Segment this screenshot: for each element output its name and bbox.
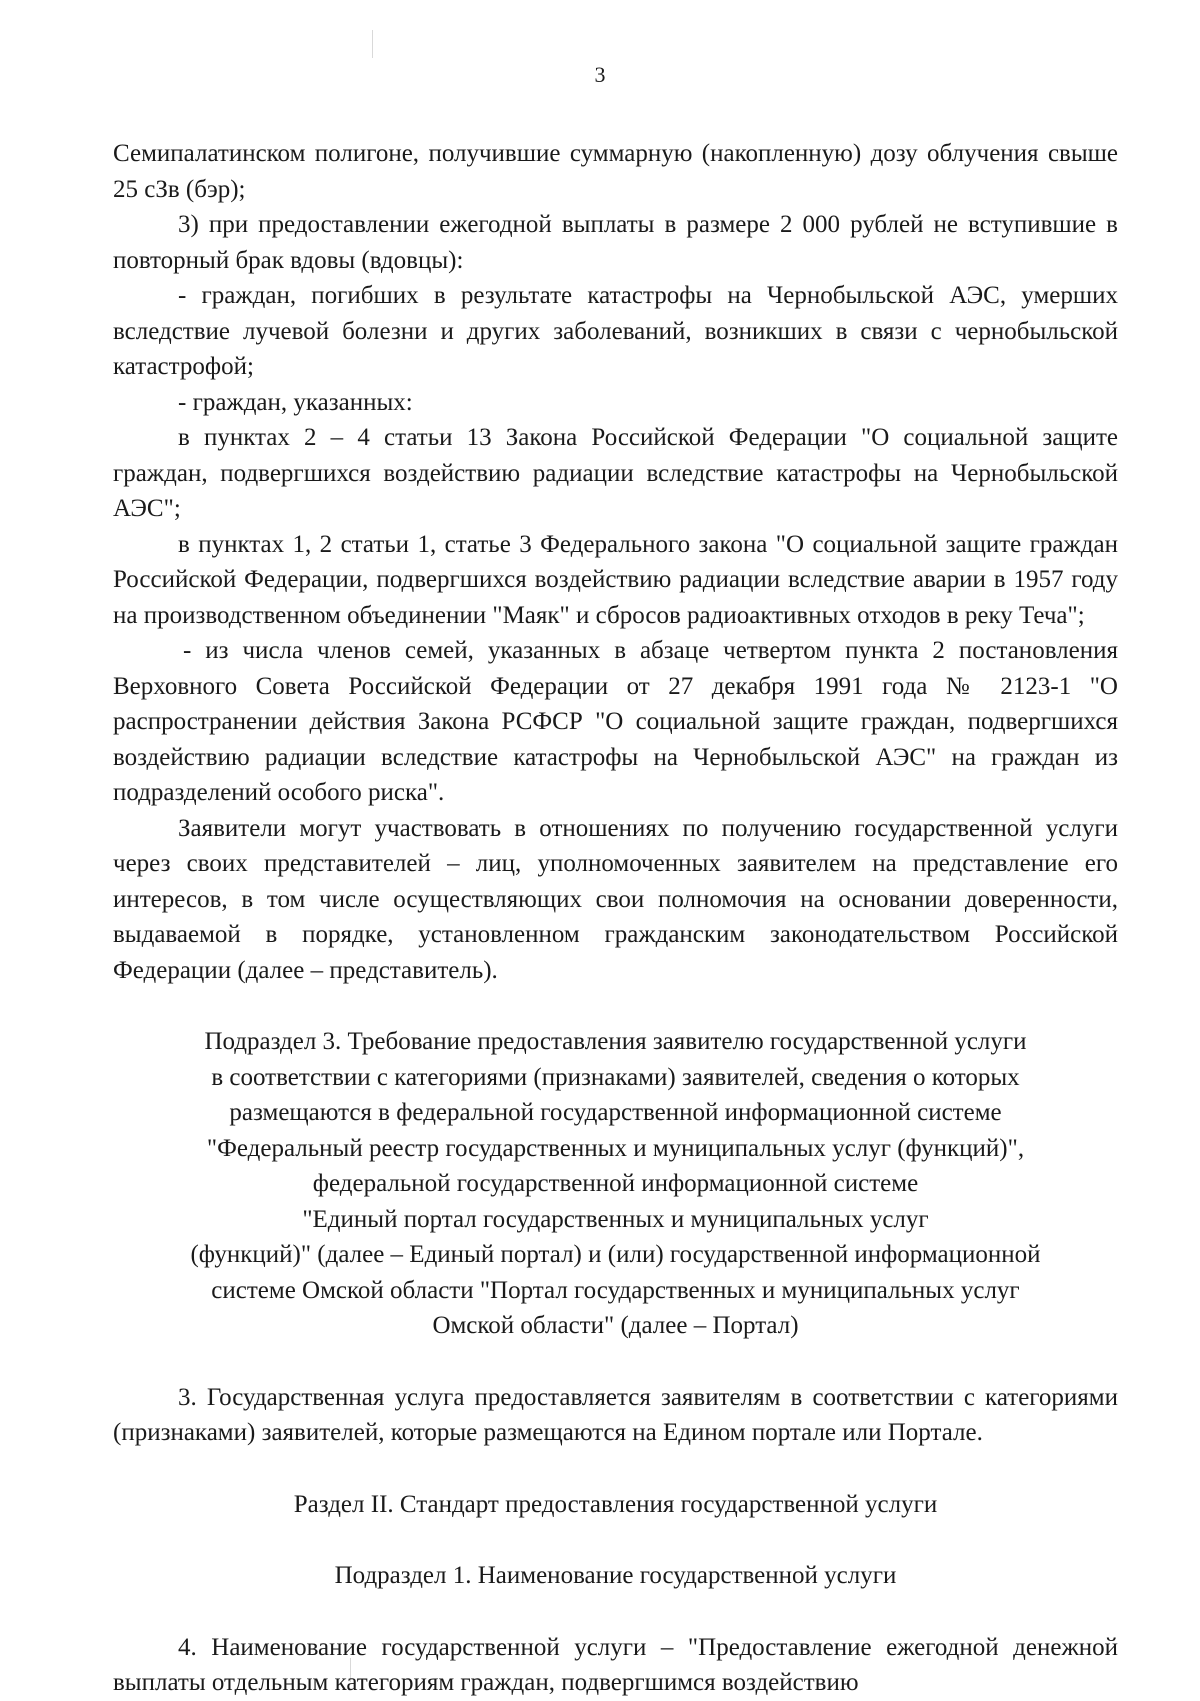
paragraph-federal-law-mayak: в пунктах 1, 2 статьи 1, статье 3 Федерального закона "О социальной защите граждан Российской Федерации, подвергшихся воздействию радиации вследствие аварии в 1957 году на производственном объединении "Маяк" и сбросов радиоактивных отходов в реку Теча"; <box>113 530 1118 629</box>
page-number: 3 <box>594 62 606 87</box>
paragraph-representatives: Заявители могут участвовать в отношениях по получению государственной услуги через своих представителей – лиц, уполномоченных заявителем на представление его интересов, в том числе осуществляющих свои полномочия на основании доверенности, выдаваемой в порядке, установленном гражданским законодательством Российской Федерации (далее – представитель). <box>113 814 1118 984</box>
scan-artifact-top <box>372 30 373 58</box>
heading-line: "Единый портал государственных и муниципальных услуг <box>302 1205 929 1233</box>
paragraph-widows-payment: 3) при предоставлении ежегодной выплаты в размере 2 000 рублей не вступившие в повторный брак вдовы (вдовцы): <box>113 211 1118 274</box>
paragraph-radiation-dose: Семипалатинском полигоне, получившие суммарную (накопленную) дозу облучения свыше 25 сЗв (бэр); <box>113 140 1118 203</box>
heading-line: федеральной государственной информационной системе <box>312 1170 919 1197</box>
heading-subsection-1: Подраздел 1. Наименование государственной услуги <box>334 1562 897 1589</box>
paragraph-service-provision: 3. Государственная услуга предоставляется заявителям в соответствии с категориями (признаками) заявителей, которые размещаются на Едином портале или Портале. <box>113 1383 1118 1446</box>
heading-section-2: Раздел II. Стандарт предоставления государственной услуги <box>293 1490 938 1518</box>
heading-line: системе Омской области "Портал государственных и муниципальных услуг <box>211 1276 1020 1304</box>
paragraph-chernobyl-victims: - граждан, погибших в результате катастрофы на Чернобыльской АЭС, умерших вследствие лучевой болезни и других заболеваний, возникших в связи с чернобыльской катастрофой; <box>113 282 1118 380</box>
heading-line: Омской области" (далее – Портал) <box>432 1312 799 1339</box>
paragraph-service-name: 4. Наименование государственной услуги – "Предоставление ежегодной денежной выплаты отдельным категориям граждан, подвергшимся воздействию <box>113 1633 1118 1696</box>
heading-line: "Федеральный реестр государственных и муниципальных услуг (функций)", <box>206 1134 1025 1162</box>
document-body <box>113 136 1118 1701</box>
heading-line: в соответствии с категориями (признаками) заявителей, сведения о которых <box>211 1063 1020 1091</box>
paragraph-family-members: - из числа членов семей, указанных в абзаце четвертом пункта 2 постановления Верховного Совета Российской Федерации от 27 декабря 1991 года № 2123-1 "О распространении действия Закона РСФСР "О социальной защите граждан, подвергшихся воздействию радиации вследствие катастрофы на Чернобыльской АЭС" на граждан из подразделений особого риска". <box>113 637 1118 806</box>
paragraph-law-article-13: в пунктах 2 – 4 статьи 13 Закона Российской Федерации "О социальной защите граждан, подвергшихся воздействию радиации вследствие катастрофы на Чернобыльской АЭС"; <box>113 424 1118 522</box>
heading-line: Подраздел 3. Требование предоставления заявителю государственной услуги <box>204 1028 1027 1055</box>
paragraph-citizens-listed: - граждан, указанных: <box>178 388 413 416</box>
heading-line: (функций)" (далее – Единый портал) и (или) государственной информационной <box>190 1241 1041 1268</box>
heading-line: размещаются в федеральной государственной информационной системе <box>229 1099 1002 1126</box>
heading-subsection-3 <box>113 1024 1118 1344</box>
